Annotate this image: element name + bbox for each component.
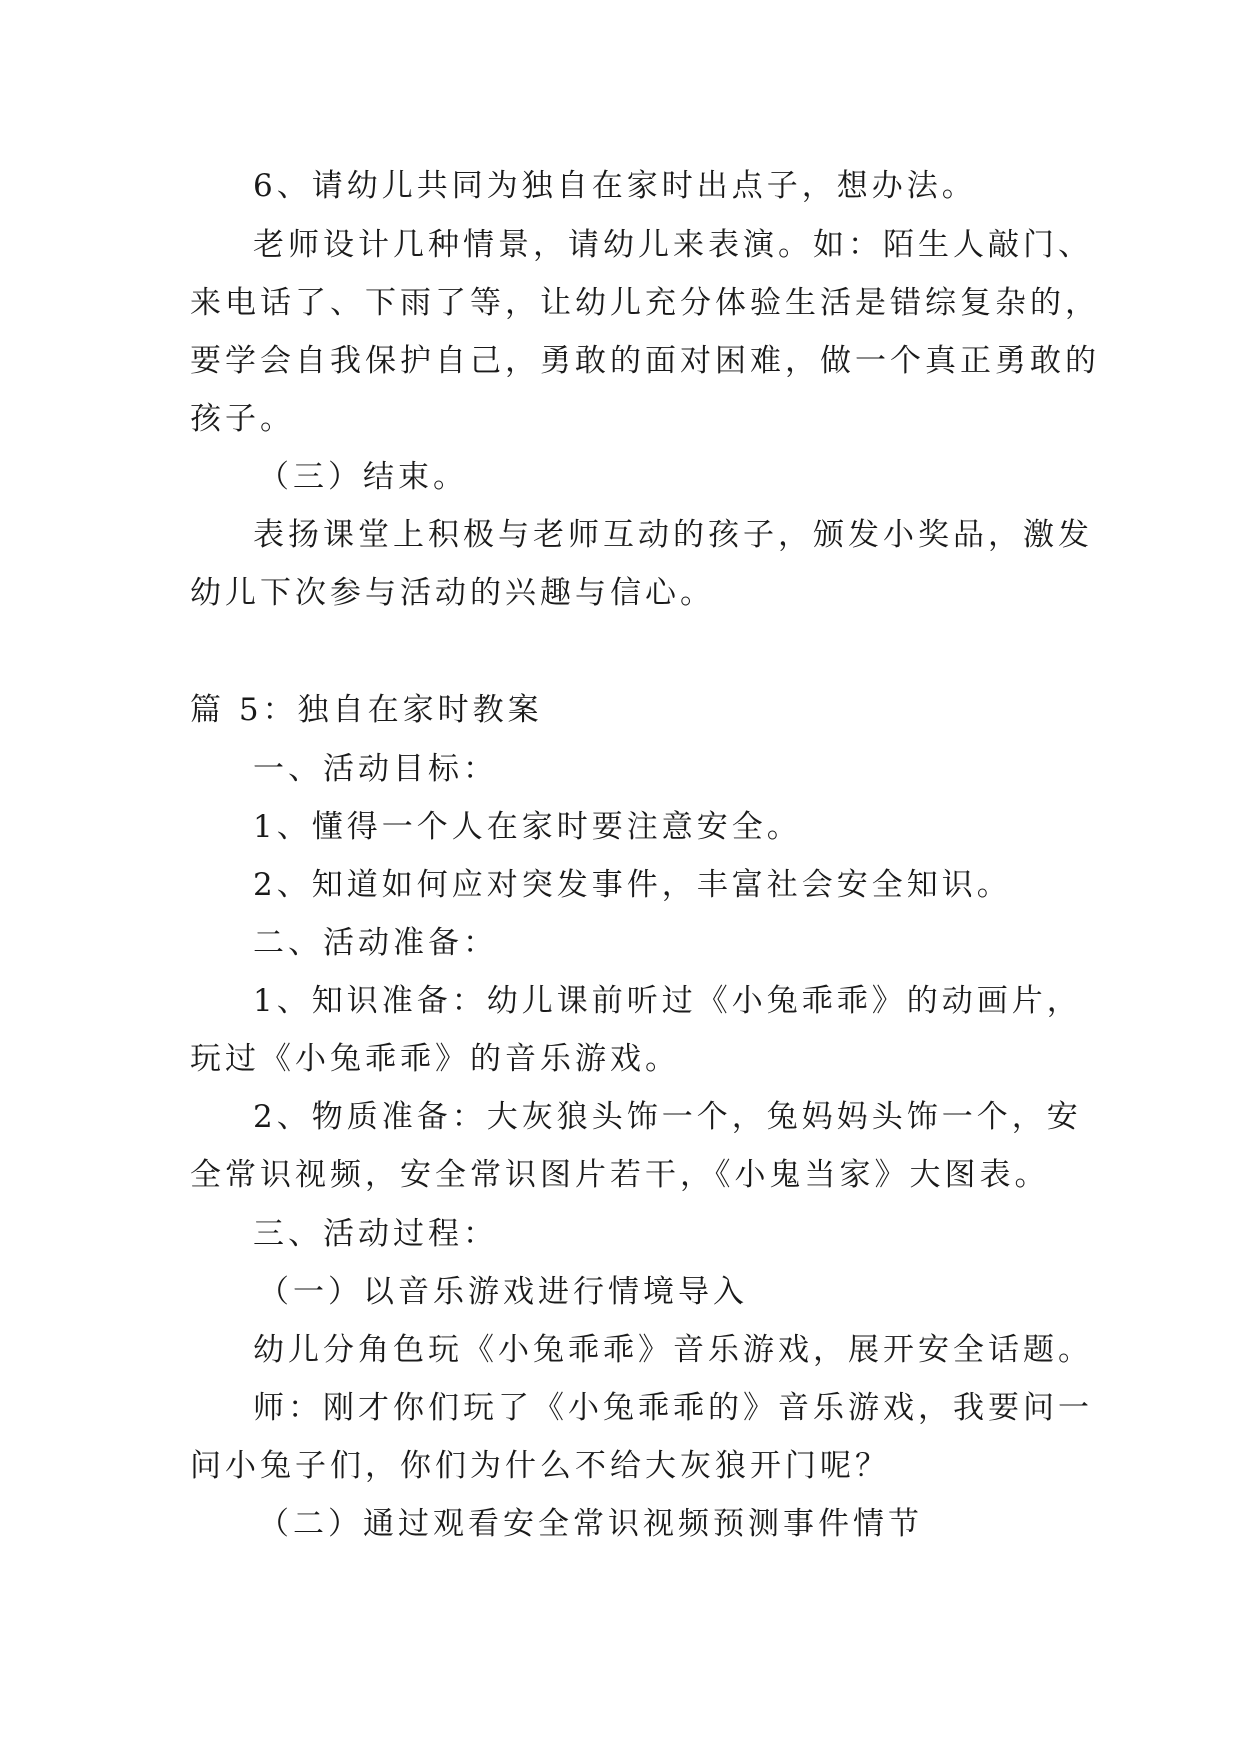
heading-goals: 一、活动目标： — [253, 751, 498, 787]
section-title: 篇 5：独自在家时教案 — [190, 692, 543, 728]
prep-item-1-line-1: 1、知识准备：幼儿课前听过《小兔乖乖》的动画片， — [253, 983, 1082, 1019]
prep-item-2-line-1: 2、物质准备：大灰狼头饰一个，兔妈妈头饰一个，安 — [253, 1099, 1082, 1135]
heading-step-2: （二）通过观看安全常识视频预测事件情节 — [258, 1506, 923, 1542]
paragraph-praise-line-1: 表扬课堂上积极与老师互动的孩子，颁发小奖品，激发 — [253, 517, 1093, 553]
paragraph-scenario-line-1: 老师设计几种情景，请幼儿来表演。如：陌生人敲门、 — [253, 227, 1093, 263]
paragraph-praise-line-2: 幼儿下次参与活动的兴趣与信心。 — [190, 575, 715, 611]
heading-end: （三）结束。 — [258, 459, 468, 495]
paragraph-scenario-line-4: 孩子。 — [190, 401, 295, 437]
prep-item-1-line-2: 玩过《小兔乖乖》的音乐游戏。 — [190, 1041, 680, 1077]
paragraph-scenario-line-2: 来电话了、下雨了等，让幼儿充分体验生活是错综复杂的， — [190, 285, 1100, 321]
paragraph-scenario-line-3: 要学会自我保护自己，勇敢的面对困难，做一个真正勇敢的 — [190, 343, 1100, 379]
heading-process: 三、活动过程： — [253, 1216, 498, 1252]
paragraph-step-6: 6、请幼儿共同为独自在家时出点子，想办法。 — [253, 168, 977, 204]
goal-item-2: 2、知道如何应对突发事件，丰富社会安全知识。 — [253, 867, 1012, 903]
paragraph-question-line-2: 问小兔子们，你们为什么不给大灰狼开门呢？ — [190, 1448, 890, 1484]
heading-preparation: 二、活动准备： — [253, 925, 498, 961]
paragraph-question-line-1: 师：刚才你们玩了《小兔乖乖的》音乐游戏，我要问一 — [253, 1390, 1093, 1426]
heading-step-1: （一）以音乐游戏进行情境导入 — [258, 1274, 748, 1310]
paragraph-step-1: 幼儿分角色玩《小兔乖乖》音乐游戏，展开安全话题。 — [253, 1332, 1093, 1368]
prep-item-2-line-2: 全常识视频，安全常识图片若干，《小鬼当家》大图表。 — [190, 1157, 1050, 1193]
goal-item-1: 1、懂得一个人在家时要注意安全。 — [253, 809, 802, 845]
